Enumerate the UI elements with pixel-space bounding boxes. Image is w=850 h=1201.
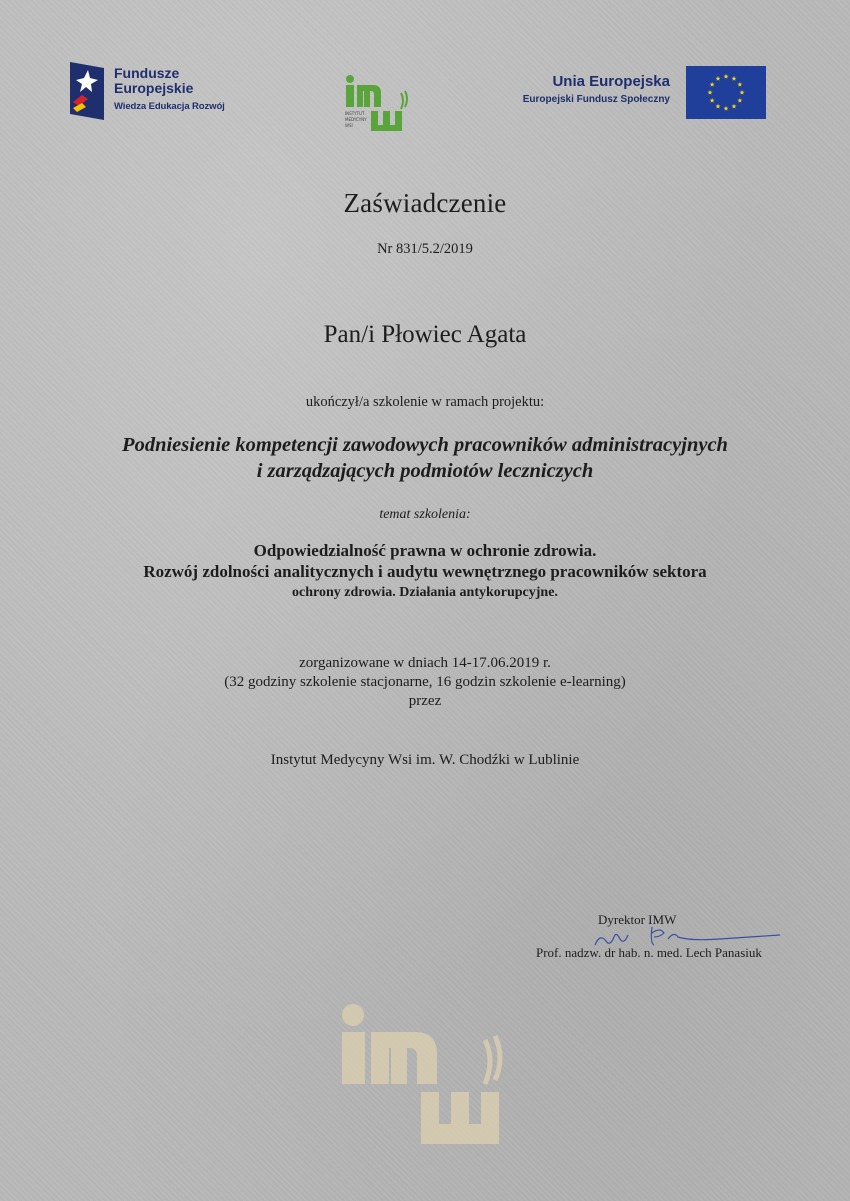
director-title: Dyrektor IMW (598, 912, 677, 927)
fundusze-europejskie-logo (70, 62, 250, 122)
certificate-title: Zaświadczenie (343, 188, 507, 218)
topic-label: temat szkolenia: (379, 507, 471, 522)
organization-details (0, 654, 850, 711)
svg-text:MEDYCYNY: MEDYCYNY (345, 117, 367, 122)
training-topic-line: Odpowiedzialność prawna w ochronie zdrowia. (253, 541, 597, 560)
eu-title: Unia Europejska (552, 73, 670, 90)
training-topic-line: ochrony zdrowia. Działania antykorupcyjne. (292, 585, 558, 600)
project-title (0, 432, 850, 484)
fe-logo-line1: Fundusze (114, 65, 180, 81)
organization-line: zorganizowane w dniach 14-17.06.2019 r. (299, 655, 551, 671)
project-title-line: Podniesienie kompetencji zawodowych pracowników administracyjnych (122, 434, 728, 456)
fe-logo-line2: Europejskie (114, 80, 194, 96)
imw-watermark-logo (335, 1000, 510, 1145)
project-title-line: i zarządzających podmiotów leczniczych (256, 460, 594, 482)
eu-flag-icon (686, 66, 766, 119)
institute-name: Instytut Medycyny Wsi im. W. Chodźki w Lublinie (270, 752, 580, 768)
eu-text-block (480, 73, 670, 105)
training-topic (0, 540, 850, 603)
eu-subtitle: Europejski Fundusz Społeczny (522, 94, 670, 105)
organization-line: (32 godziny szkolenie stacjonarne, 16 godzin szkolenie e-learning) (224, 674, 626, 690)
imw-logo (343, 73, 413, 133)
completed-text: ukończył/a szkolenie w ramach projektu: (305, 394, 545, 410)
training-topic-line: Rozwój zdolności analitycznych i audytu wewnętrznego pracowników sektora (143, 562, 707, 581)
organization-line: przez (408, 693, 442, 709)
recipient-name: Pan/i Płowiec Agata (323, 321, 527, 348)
svg-text:INSTYTUT: INSTYTUT (345, 111, 365, 116)
svg-text:WSI: WSI (345, 123, 353, 128)
fe-flag-icon (70, 62, 104, 120)
fe-logo-line3: Wiedza Edukacja Rozwój (114, 101, 225, 112)
certificate-number: Nr 831/5.2/2019 (377, 241, 473, 257)
director-name: Prof. nadzw. dr hab. n. med. Lech Panasiuk (536, 945, 762, 960)
